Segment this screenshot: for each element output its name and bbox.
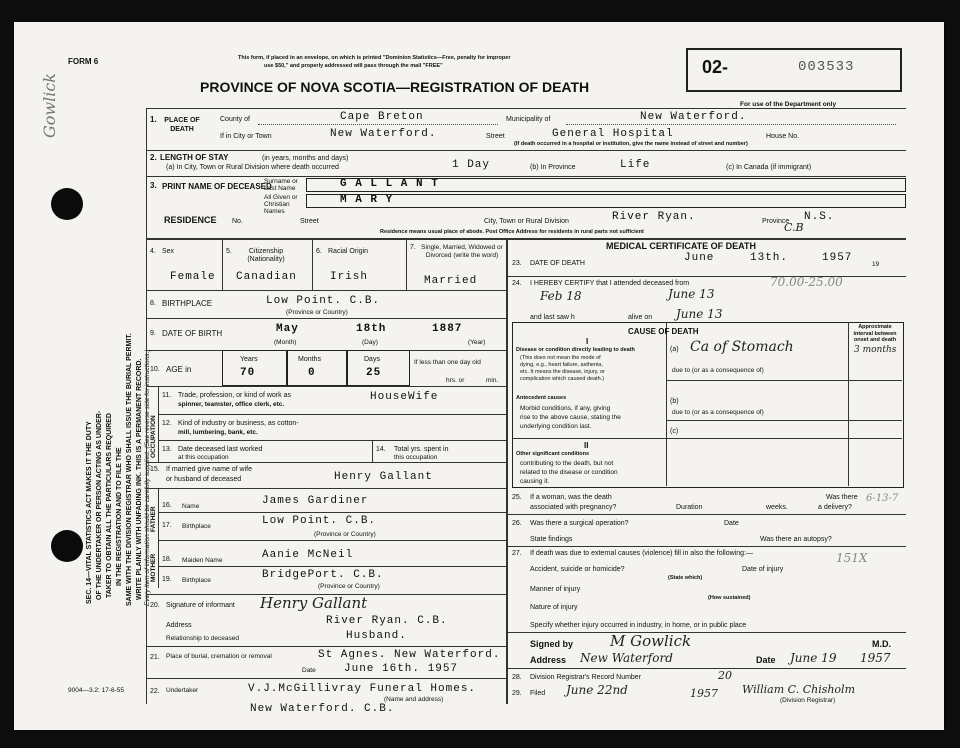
marital-status-value: Married xyxy=(424,275,478,287)
rule xyxy=(666,380,902,381)
spouse-label-2: or husband of deceased xyxy=(166,476,242,483)
item-11-number: 11. xyxy=(162,392,172,399)
pencil-note: 70.00-25.00 xyxy=(770,275,843,289)
item-25-number: 25. xyxy=(512,494,522,501)
rule xyxy=(506,546,906,547)
rule xyxy=(506,276,906,277)
autopsy-label: Was there an autopsy? xyxy=(760,536,832,543)
date-of-death-month: June xyxy=(684,252,715,264)
dob-month-value: May xyxy=(276,323,299,335)
part-i-desc: etc. It means the disease, injury, or xyxy=(520,369,605,375)
item-18-number: 18. xyxy=(162,556,172,563)
undertaker-note: (Name and address) xyxy=(384,696,444,703)
rule xyxy=(146,150,906,151)
duration-label: Duration xyxy=(676,504,703,511)
margin-handwritten-name: Gowlick xyxy=(40,73,59,138)
item-1-number: 1. xyxy=(150,115,157,124)
sex-value: Female xyxy=(170,271,216,283)
cause-of-death-title: CAUSE OF DEATH xyxy=(628,327,699,336)
min-label: min. xyxy=(486,377,499,384)
informant-signature: Henry Gallant xyxy=(260,594,368,612)
envelope-note-1: This form, if placed in an envelope, on which is printed "Dominion Statistics—Free, penalty for improper xyxy=(238,55,511,61)
sex-label: Sex xyxy=(162,248,175,255)
item-7-number: 7. xyxy=(410,244,416,251)
antecedent-note: rise to the above cause, stating the xyxy=(520,414,621,421)
rule xyxy=(146,238,906,240)
punch-hole xyxy=(51,530,83,562)
item-19-number: 19. xyxy=(162,576,172,583)
birthplace-value: Low Point. C.B. xyxy=(266,295,381,307)
attended-to: June 13 xyxy=(668,287,715,301)
city-value: New Waterford. xyxy=(330,128,437,140)
signed-year-value: 1957 xyxy=(860,651,891,665)
cause-b-marker: (b) xyxy=(670,398,679,405)
filed-date-value: June 22nd xyxy=(566,683,628,697)
stay-c-label: (c) In Canada (if immigrant) xyxy=(726,164,812,171)
registrar-record-label: Division Registrar's Record Number xyxy=(530,674,642,681)
part-ii-label: II xyxy=(584,441,589,450)
residence-street-label: Street xyxy=(300,218,319,225)
date-of-death-label: DATE OF DEATH xyxy=(530,260,585,267)
registration-number: 003533 xyxy=(798,59,855,75)
due-to-label-a: due to (or as a consequence of) xyxy=(672,367,764,374)
how-sustained-note: (How sustained) xyxy=(708,595,751,601)
envelope-note-2: use $50," and properly addressed will pass through the mail "FREE" xyxy=(264,63,443,69)
total-years-label-2: this occupation xyxy=(394,454,438,461)
surgery-label: Was there a surgical operation? xyxy=(530,520,629,527)
rule xyxy=(158,440,506,441)
rule xyxy=(158,540,506,541)
manner-of-injury-label: Manner of injury xyxy=(530,586,581,593)
injury-date-label: Date of injury xyxy=(742,566,784,573)
age-days-value: 25 xyxy=(366,367,382,379)
part-i-heading: Disease or condition directly leading to death xyxy=(516,347,635,353)
rule xyxy=(158,386,159,462)
burial-place-label: Place of burial, cremation or removal xyxy=(166,653,272,660)
item-20-number: 20. xyxy=(150,602,160,609)
item-24-number: 24. xyxy=(512,280,522,287)
residence-hand-mark: C.B xyxy=(784,221,804,234)
racial-origin-value: Irish xyxy=(330,271,369,283)
item-16-number: 16. xyxy=(162,502,172,509)
undertaker-label: Undertaker xyxy=(166,687,199,694)
municipality-value: New Waterford. xyxy=(640,111,747,123)
findings-label: State findings xyxy=(530,536,573,543)
part-i-label: I xyxy=(586,337,589,346)
rule xyxy=(666,322,667,486)
form-number: FORM 6 xyxy=(68,57,99,66)
rule xyxy=(506,632,906,633)
rule xyxy=(146,646,506,647)
burial-date-value: June 16th. 1957 xyxy=(344,663,459,675)
age-months-label: Months xyxy=(298,356,321,363)
racial-origin-label: Racial Origin xyxy=(328,248,369,255)
rule xyxy=(146,290,506,291)
item-29-number: 29. xyxy=(512,690,522,697)
rule xyxy=(506,514,906,515)
residence-no-label: No. xyxy=(232,218,243,225)
last-worked-label-2: at this occupation xyxy=(178,454,229,461)
item-22-number: 22. xyxy=(150,688,160,695)
mother-birthplace-label: Birthplace xyxy=(182,577,211,584)
stay-a-value: 1 Day xyxy=(452,159,491,171)
age-days-label: Days xyxy=(364,356,380,363)
father-name-label: Name xyxy=(182,503,200,510)
place-of-death-label: PLACE OF DEATH xyxy=(164,117,200,134)
residence-note: Residence means usual place of abode. Post Office Address for residents in rural parts not sufficient xyxy=(380,229,644,235)
given-name-box xyxy=(306,194,906,208)
rule xyxy=(146,108,906,109)
registrar-label: (Division Registrar) xyxy=(780,697,836,704)
burial-place-value: St Agnes. New Waterford. xyxy=(318,649,501,661)
item-2-number: 2. xyxy=(150,153,157,162)
father-birthplace-note: (Province or Country) xyxy=(314,531,376,538)
length-of-stay-note: (in years, months and days) xyxy=(262,155,349,162)
certify-label: I HEREBY CERTIFY that I attended deceased from xyxy=(530,280,690,287)
margin-marks: 151X xyxy=(836,551,868,565)
side-warning-line: WRITE PLAINLY WITH UNFADING INK. THIS IS A PERMANENT RECORD. xyxy=(136,358,143,600)
stay-a-label: (a) In City, Town or Rural Division where death occurred xyxy=(166,164,339,171)
item-5-number: 5. xyxy=(226,248,232,255)
spouse-label-1: If married give name of wife xyxy=(166,466,252,473)
residence-city-label: City, Town or Rural Division xyxy=(484,218,569,225)
item-9-number: 9. xyxy=(150,330,156,337)
delivery-label-2: a delivery? xyxy=(818,504,852,511)
date-of-death-day: 13th. xyxy=(750,252,789,264)
side-warning-line: IN THE REGISTRATION AND TO FILE THE xyxy=(116,447,123,586)
item-26-number: 26. xyxy=(512,520,522,527)
physician-address-value: New Waterford xyxy=(580,651,673,665)
occupation-section-label: OCCUPATION xyxy=(150,415,157,458)
informant-address-label: Address xyxy=(166,622,192,629)
rule xyxy=(158,566,506,567)
house-no-label: House No. xyxy=(766,133,800,140)
undertaker-address-value: New Waterford. C.B. xyxy=(250,703,395,715)
informant-signature-label: Signature of informant xyxy=(166,602,235,609)
mother-birthplace-note: (Province or Country) xyxy=(318,583,380,590)
item-28-number: 28. xyxy=(512,674,522,681)
mother-name-label: Maiden Name xyxy=(182,557,223,564)
column-divider xyxy=(506,238,508,704)
length-of-stay-label: LENGTH OF STAY xyxy=(160,153,229,162)
rule xyxy=(666,420,902,421)
father-birthplace-value: Low Point. C.B. xyxy=(262,515,377,527)
registrar-signature: William C. Chisholm xyxy=(742,683,856,696)
residence-city-value: River Ryan. xyxy=(612,211,696,223)
state-which-note: (State which) xyxy=(668,575,703,581)
antecedent-note: Morbid conditions, if any, giving xyxy=(520,405,611,412)
other-conditions-note: related to the disease or condition xyxy=(520,469,618,476)
mother-birthplace-value: BridgePort. C.B. xyxy=(262,569,384,581)
trade-value: HouseWife xyxy=(370,391,439,403)
given-name-value: M A R Y xyxy=(340,194,394,206)
interval-header: Approximate interval between onset and death xyxy=(853,324,897,344)
item-6-number: 6. xyxy=(316,248,322,255)
side-warning-line: TAKER TO OBTAIN ALL THE PARTICULARS REQUIRED xyxy=(106,413,113,598)
signed-by-label: Signed by xyxy=(530,639,574,649)
rule xyxy=(146,462,506,463)
print-name-label: PRINT NAME OF DECEASED xyxy=(162,182,272,191)
physician-signature: M Gowlick xyxy=(610,632,692,650)
industry-label-1: Kind of industry or business, as cotton- xyxy=(178,420,299,427)
rule xyxy=(222,238,223,290)
rule xyxy=(146,318,506,319)
other-conditions-note: contributing to the death, but not xyxy=(520,460,614,467)
dob-year-value: 1887 xyxy=(432,323,463,335)
item-4-number: 4. xyxy=(150,248,156,255)
county-value: Cape Breton xyxy=(340,111,424,123)
mother-name-value: Aanie McNeil xyxy=(262,549,354,561)
father-birthplace-label: Birthplace xyxy=(182,523,211,530)
form-title: PROVINCE OF NOVA SCOTIA—REGISTRATION OF DEATH xyxy=(200,79,590,95)
alive-on-label: alive on xyxy=(628,314,653,321)
rule xyxy=(146,678,506,679)
less-than-day-note: If less than one day old xyxy=(414,359,481,366)
specify-injury-label: Specify whether injury occurred in industry, in home, or in public place xyxy=(530,622,747,629)
last-saw-date: June 13 xyxy=(676,307,723,321)
delivery-note: 6-13-7 xyxy=(866,493,899,504)
rule xyxy=(146,386,506,387)
given-name-label: All Given or Christian Names xyxy=(264,194,298,216)
signed-date-label: Date xyxy=(756,655,776,665)
citizenship-value: Canadian xyxy=(236,271,297,283)
relationship-value: Husband. xyxy=(346,630,407,642)
side-warning-line: SAME WITH THE DIVISION REGISTRAR WHO SHALL ISSUE THE BURIAL PERMIT. xyxy=(126,333,133,606)
print-code: 9004—3.2: 17-6-55 xyxy=(68,687,125,694)
birthplace-label: BIRTHPLACE xyxy=(162,299,213,308)
last-saw-label: and last saw h xyxy=(530,314,575,321)
accident-label: Accident, suicide or homicide? xyxy=(530,566,625,573)
item-3-number: 3. xyxy=(150,181,157,190)
relationship-label: Relationship to deceased xyxy=(166,635,239,642)
woman-label-1: If a woman, was the death xyxy=(530,494,612,501)
rule xyxy=(158,414,506,415)
spouse-value: Henry Gallant xyxy=(334,471,433,483)
dob-month-note: (Month) xyxy=(274,339,297,346)
signed-date-value: June 19 xyxy=(790,651,837,665)
rule xyxy=(848,322,849,486)
cause-c-marker: (c) xyxy=(670,428,679,435)
item-15-number: 15. xyxy=(150,466,160,473)
delivery-label-1: Was there xyxy=(826,494,858,501)
department-note: For use of the Department only xyxy=(740,101,837,108)
rule xyxy=(158,512,506,513)
street-value: General Hospital xyxy=(552,128,674,140)
industry-label-2: mill, lumbering, bank, etc. xyxy=(178,429,258,436)
side-warning-line: OF THE UNDERTAKER OR PERSON ACTING AS UNDER- xyxy=(96,410,103,600)
hrs-label: hrs. or xyxy=(446,377,465,384)
nature-of-injury-label: Nature of injury xyxy=(530,604,578,611)
md-label: M.D. xyxy=(872,639,891,649)
city-label: If in City or Town xyxy=(220,133,272,140)
dob-day-note: (Day) xyxy=(362,339,378,346)
interval-a-value: 3 months xyxy=(854,345,897,355)
marital-status-label: Single, Married, Widowed or Divorced (write the word) xyxy=(421,244,503,260)
citizenship-label: Citizenship (Nationality) xyxy=(247,248,285,264)
trade-label-2: spinner, teamster, office clerk, etc. xyxy=(178,401,285,408)
item-14-number: 14. xyxy=(376,446,386,453)
surgery-date-label: Date xyxy=(724,520,739,527)
antecedent-note: underlying condition last. xyxy=(520,423,592,430)
item-13-number: 13. xyxy=(162,446,172,453)
rule xyxy=(512,438,902,439)
father-name-value: James Gardiner xyxy=(262,495,369,507)
municipality-label: Municipality of xyxy=(506,116,551,123)
registration-prefix: 02- xyxy=(702,57,729,77)
punch-hole xyxy=(51,188,83,220)
institution-note: (If death occurred in a hospital or institution, give the name instead of street and number) xyxy=(514,141,748,147)
other-conditions-note: causing it. xyxy=(520,478,550,485)
item-27-number: 27. xyxy=(512,550,522,557)
age-years-label: Years xyxy=(240,356,258,363)
other-conditions-label: Other significant conditions xyxy=(516,451,590,457)
rule xyxy=(506,668,906,669)
mother-section-label: MOTHER xyxy=(150,553,157,582)
rule xyxy=(146,488,506,489)
trade-label-1: Trade, profession, or kind of work as xyxy=(178,392,291,399)
part-i-desc: complication which caused death.) xyxy=(520,376,605,382)
item-8-number: 8. xyxy=(150,300,156,307)
age-years-value: 70 xyxy=(240,367,256,379)
residence-province-value: N.S. xyxy=(804,211,835,223)
rule xyxy=(406,238,407,290)
item-21-number: 21. xyxy=(150,654,160,661)
filed-year-value: 1957 xyxy=(690,687,718,700)
item-23-number: 23. xyxy=(512,260,522,267)
rule xyxy=(158,488,159,588)
filed-label: Filed xyxy=(530,690,546,697)
registrar-record-value: 20 xyxy=(718,669,732,682)
date-of-birth-label: DATE OF BIRTH xyxy=(162,329,223,338)
last-worked-label-1: Date deceased last worked xyxy=(178,446,263,453)
total-years-label-1: Total yrs. spent in xyxy=(394,446,449,453)
birthplace-note: (Province or Country) xyxy=(286,309,348,316)
dob-year-note: (Year) xyxy=(468,339,486,346)
residence-label: RESIDENCE xyxy=(164,215,217,225)
side-warning-line: Every item of information should be carefully supplied. (See reverse side for instructions.) xyxy=(144,349,151,606)
cause-a-marker: (a) xyxy=(670,346,679,353)
date-of-death-year-suffix: 19 xyxy=(872,261,880,268)
side-warning-line: SEC. 14—VITAL STATISTICS ACT MAKES IT THE DUTY xyxy=(86,421,93,604)
informant-address-value: River Ryan. C.B. xyxy=(326,615,448,627)
woman-label-2: associated with pregnancy? xyxy=(530,504,617,511)
rule xyxy=(312,238,313,290)
burial-date-label: Date xyxy=(302,667,316,674)
weeks-label: weeks. xyxy=(766,504,788,511)
rule xyxy=(258,124,498,125)
dob-day-value: 18th xyxy=(356,323,387,335)
undertaker-value: V.J.McGillivray Funeral Homes. xyxy=(248,683,477,695)
date-of-death-year: 1957 xyxy=(822,252,853,264)
item-17-number: 17. xyxy=(162,522,172,529)
external-causes-label: If death was due to external causes (violence) fill in also the following:— xyxy=(530,550,753,557)
part-i-desc: (This does not mean the mode of xyxy=(520,355,601,361)
item-10-number: 10. xyxy=(150,366,160,373)
rule xyxy=(146,176,906,177)
surname-label: Surname or Last Name xyxy=(264,178,298,193)
street-label: Street xyxy=(486,133,505,140)
antecedent-label: Antecedent causes xyxy=(516,395,567,401)
father-section-label: FATHER xyxy=(150,506,157,532)
part-i-desc: dying, e.g., heart failure, asthenia, xyxy=(520,362,603,368)
cause-a-value: Ca of Stomach xyxy=(690,339,794,355)
county-label: County of xyxy=(220,116,250,123)
stay-b-value: Life xyxy=(620,159,651,171)
item-12-number: 12. xyxy=(162,420,172,427)
stay-b-label: (b) In Province xyxy=(530,164,576,171)
age-months-value: 0 xyxy=(308,367,316,379)
physician-address-label: Address xyxy=(530,655,567,665)
attended-from: Feb 18 xyxy=(540,289,582,303)
rule xyxy=(372,440,373,462)
residence-province-label: Province xyxy=(762,218,790,225)
due-to-label-b: due to (or as a consequence of) xyxy=(672,409,764,416)
surname-value: G A L L A N T xyxy=(340,178,439,190)
age-label: AGE in xyxy=(166,365,192,374)
form-left-border xyxy=(146,108,147,704)
medical-certificate-title: MEDICAL CERTIFICATE OF DEATH xyxy=(606,241,756,251)
rule xyxy=(566,124,896,125)
